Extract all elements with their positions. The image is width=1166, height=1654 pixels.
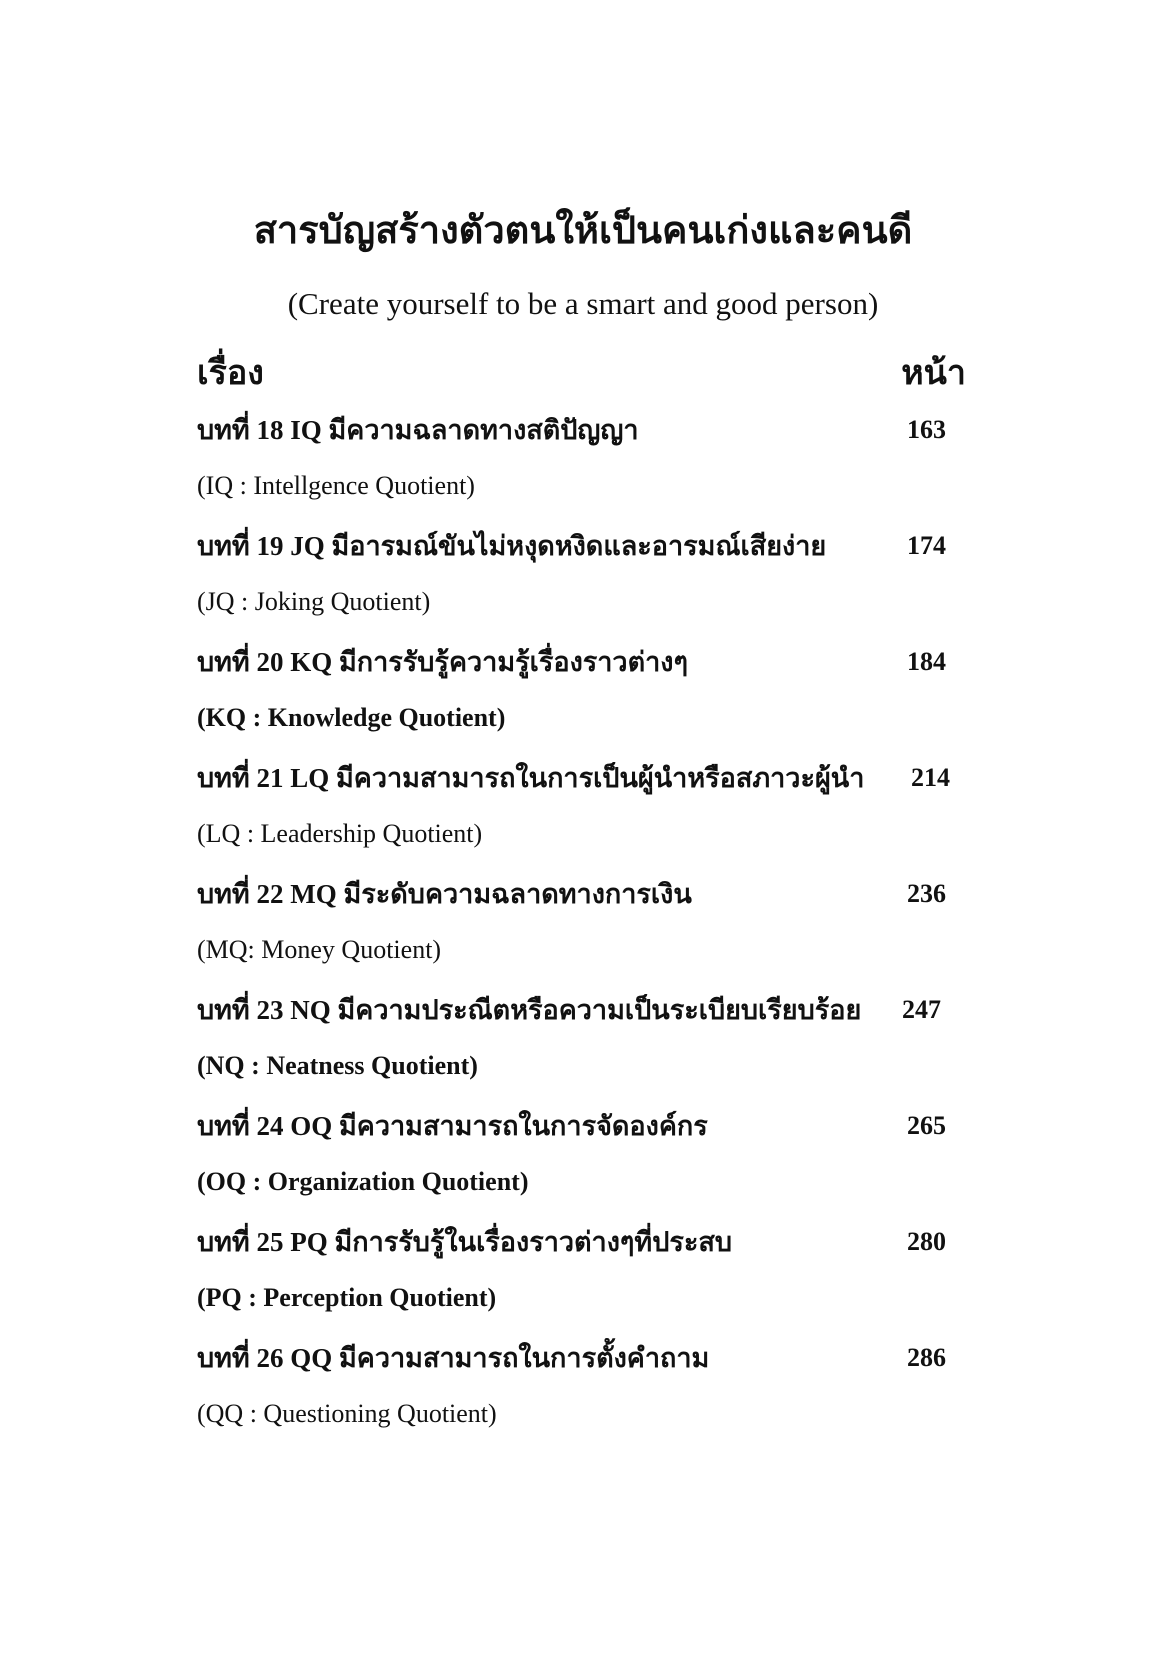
toc-chapter-title: บทที่ 25 PQ มีการรับรู้ในเรื่องราวต่างๆที่ประสบ xyxy=(197,1227,732,1257)
toc-entry xyxy=(197,642,977,758)
toc-entry xyxy=(197,410,977,526)
toc-chapter-title: บทที่ 23 NQ มีความประณีตหรือความเป็นระเบียบเรียบร้อย xyxy=(197,995,862,1025)
toc-page-number: 184 xyxy=(907,647,946,676)
toc-entry xyxy=(197,1106,977,1222)
toc-chapter-title: บทที่ 26 QQ มีความสามารถในการตั้งคำถาม xyxy=(197,1343,710,1373)
toc-entry xyxy=(197,526,977,642)
toc-chapter-subtitle: (QQ : Questioning Quotient) xyxy=(197,1399,497,1428)
toc-entry xyxy=(197,990,977,1106)
toc-chapter-subtitle: (LQ : Leadership Quotient) xyxy=(197,819,483,848)
toc-chapter-title: บทที่ 19 JQ มีอารมณ์ขันไม่หงุดหงิดและอารมณ์เสียง่าย xyxy=(197,531,827,561)
page-subtitle: (Create yourself to be a smart and good person) xyxy=(287,286,879,321)
toc-entry xyxy=(197,874,977,990)
toc-chapter-title: บทที่ 18 IQ มีความฉลาดทางสติปัญญา xyxy=(197,415,639,445)
toc-page-number: 280 xyxy=(907,1227,946,1256)
toc-entry xyxy=(197,1338,977,1454)
column-header-page: หน้า xyxy=(901,355,966,392)
toc-entry xyxy=(197,758,977,874)
toc-chapter-subtitle: (NQ : Neatness Quotient) xyxy=(197,1051,478,1080)
toc-page-number: 247 xyxy=(902,995,941,1024)
toc-page-number: 174 xyxy=(907,531,946,560)
toc-page-number: 265 xyxy=(907,1111,946,1140)
toc-chapter-subtitle: (OQ : Organization Quotient) xyxy=(197,1167,529,1196)
toc-chapter-subtitle: (KQ : Knowledge Quotient) xyxy=(197,703,506,732)
toc-page-number: 236 xyxy=(907,879,946,908)
toc-chapter-title: บทที่ 24 OQ มีความสามารถในการจัดองค์กร xyxy=(197,1111,708,1141)
toc-chapter-title: บทที่ 20 KQ มีการรับรู้ความรู้เรื่องราวต่างๆ xyxy=(197,647,688,677)
toc-chapter-title: บทที่ 21 LQ มีความสามารถในการเป็นผู้นำหรือสภาวะผู้นำ xyxy=(197,763,865,793)
toc-chapter-subtitle: (IQ : Intellgence Quotient) xyxy=(197,471,475,500)
column-header-topic: เรื่อง xyxy=(197,355,264,392)
toc-page-number: 286 xyxy=(907,1343,946,1372)
toc-chapter-subtitle: (PQ : Perception Quotient) xyxy=(197,1283,497,1312)
toc-entry xyxy=(197,1222,977,1338)
toc-chapter-subtitle: (JQ : Joking Quotient) xyxy=(197,587,431,616)
page-title: สารบัญสร้างตัวตนให้เป็นคนเก่งและคนดี xyxy=(253,210,913,252)
toc-chapter-title: บทที่ 22 MQ มีระดับความฉลาดทางการเงิน xyxy=(197,879,692,909)
table-of-contents xyxy=(197,410,977,1454)
toc-page-number: 214 xyxy=(911,763,950,792)
toc-page-number: 163 xyxy=(907,415,946,444)
toc-chapter-subtitle: (MQ: Money Quotient) xyxy=(197,935,442,964)
